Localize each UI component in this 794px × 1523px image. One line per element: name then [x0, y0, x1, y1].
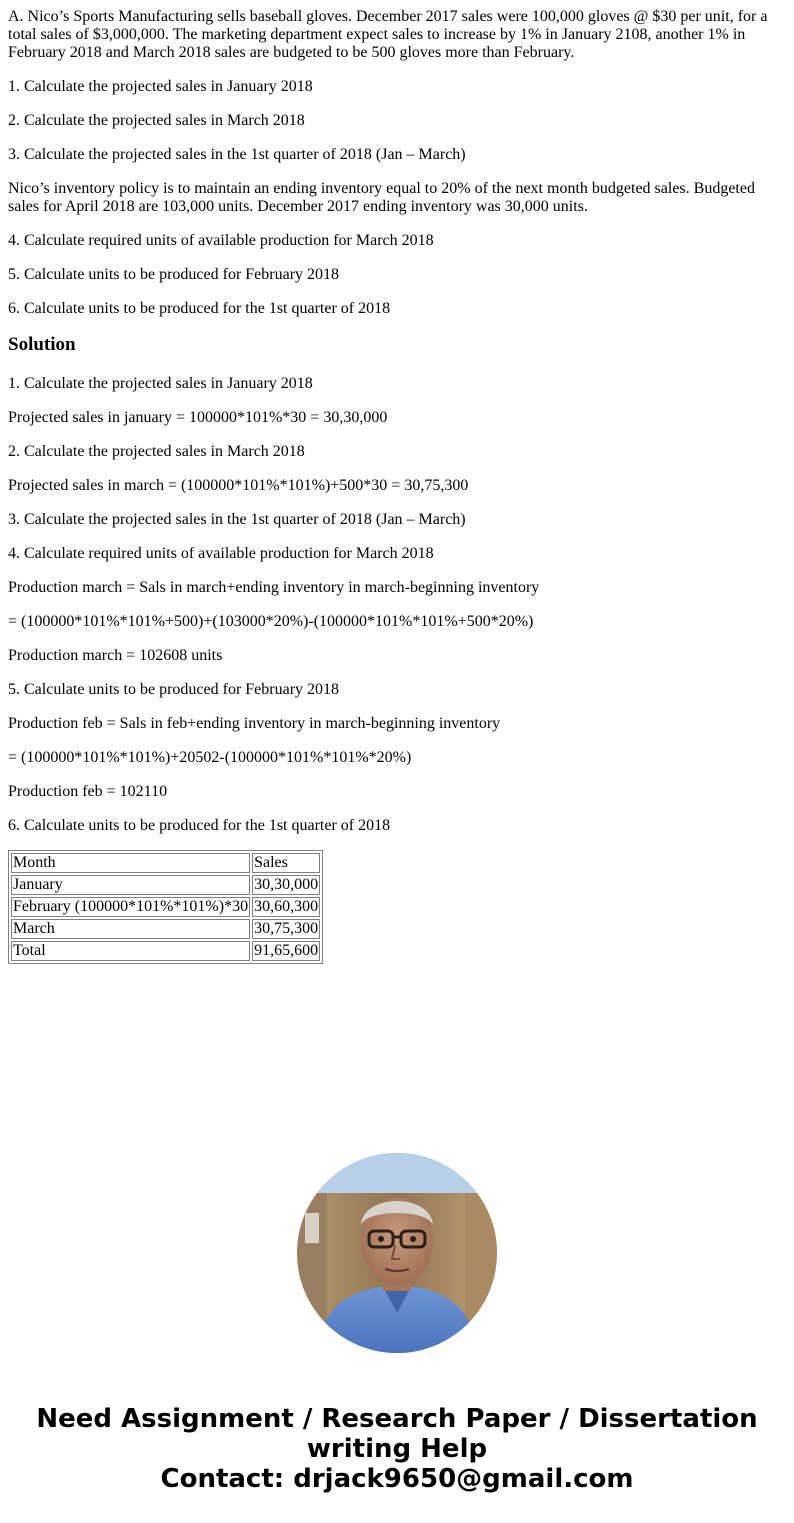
cell-sales: 30,30,000: [254, 876, 319, 893]
question-4: 4. Calculate required units of available production for March 2018: [8, 232, 434, 249]
author-avatar: [297, 1153, 497, 1353]
question-intro: A. Nico’s Sports Manufacturing sells baseball gloves. December 2017 sales were 100,000 gloves @ $30 per unit, for a total sales of $3,000,000. The marketing department expect sales to increase by 1% in January 2108, another 1% in February 2018 and March 2018 sales are budgeted to be 500 gloves more than February.: [8, 8, 768, 61]
solution-3-title: 3. Calculate the projected sales in the 1st quarter of 2018 (Jan – March): [8, 511, 466, 528]
cell-month: February (100000*101%*101%)*30: [13, 898, 249, 915]
table-row: [11, 875, 320, 895]
question-2: 2. Calculate the projected sales in March 2018: [8, 112, 305, 129]
solution-6-title: 6. Calculate units to be produced for the 1st quarter of 2018: [8, 817, 391, 834]
question-6: 6. Calculate units to be produced for the 1st quarter of 2018: [8, 300, 391, 317]
cell-month: March: [11, 919, 250, 939]
solution-5-calc: = (100000*101%*101%)+20502-(100000*101%*101%*20%): [8, 749, 412, 766]
solution-heading: Solution: [8, 334, 76, 355]
inventory-policy: Nico’s inventory policy is to maintain an ending inventory equal to 20% of the next month budgeted sales. Budgeted sales for April 2018 are 103,000 units. December 2017 ending inventory was 30,000 units.: [8, 180, 755, 215]
cell-month: January: [11, 875, 250, 895]
footer-contact-email: Contact: drjack9650@gmail.com: [160, 1464, 634, 1494]
footer-contact: [0, 1404, 794, 1494]
footer-line-1: Need Assignment / Research Paper / Dissertation: [36, 1404, 758, 1434]
document-body: [8, 8, 778, 964]
solution-2-title: 2. Calculate the projected sales in March 2018: [8, 443, 305, 460]
question-3: 3. Calculate the projected sales in the 1st quarter of 2018 (Jan – March): [8, 146, 466, 163]
header-month: Month: [11, 853, 250, 873]
sales-table: [8, 850, 323, 964]
table-header-row: [11, 853, 320, 873]
header-sales: Sales: [252, 853, 320, 873]
table-row: [11, 919, 320, 939]
solution-4-formula: Production march = Sals in march+ending inventory in march-beginning inventory: [8, 579, 540, 596]
solution-1-title: 1. Calculate the projected sales in January 2018: [8, 375, 313, 392]
solution-1-answer: Projected sales in january = 100000*101%*30 = 30,30,000: [8, 409, 388, 426]
table-row: [11, 897, 320, 917]
cell-month: Total: [11, 941, 250, 961]
table-row: [11, 941, 320, 961]
cell-sales: 30,60,300: [254, 898, 319, 915]
solution-5-answer: Production feb = 102110: [8, 783, 168, 800]
question-5: 5. Calculate units to be produced for February 2018: [8, 266, 340, 283]
question-1: 1. Calculate the projected sales in January 2018: [8, 78, 313, 95]
solution-4-answer: Production march = 102608 units: [8, 647, 223, 664]
cell-sales: 30,75,300: [254, 920, 319, 937]
solution-4-calc: = (100000*101%*101%+500)+(103000*20%)-(100000*101%*101%+500*20%): [8, 613, 534, 630]
cell-sales: 91,65,600: [254, 942, 319, 959]
author-photo-icon: [297, 1153, 497, 1353]
solution-5-formula: Production feb = Sals in feb+ending inventory in march-beginning inventory: [8, 715, 501, 732]
solution-5-title: 5. Calculate units to be produced for February 2018: [8, 681, 340, 698]
solution-4-title: 4. Calculate required units of available production for March 2018: [8, 545, 434, 562]
solution-2-answer: Projected sales in march = (100000*101%*101%)+500*30 = 30,75,300: [8, 477, 469, 494]
footer-line-2: writing Help: [306, 1434, 488, 1464]
